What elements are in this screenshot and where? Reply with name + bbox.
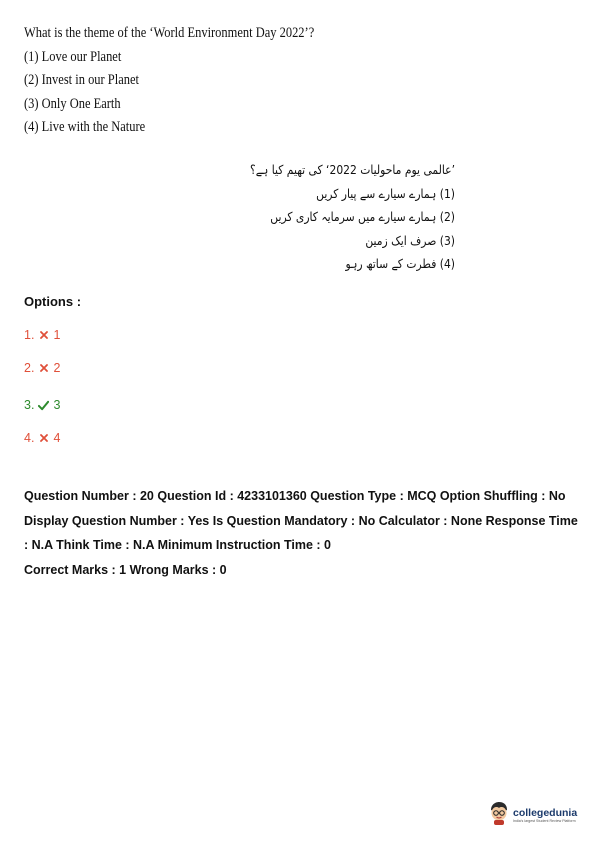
option-number: 4. [24, 431, 35, 445]
options-heading: Options : [24, 294, 82, 309]
cross-icon [38, 363, 49, 374]
option-1 [24, 328, 60, 342]
mascot-icon [488, 801, 510, 830]
marks-line: Correct Marks : 1 Wrong Marks : 0 [24, 563, 227, 577]
option-2 [24, 361, 60, 375]
option-number: 1. [24, 328, 35, 342]
question-choice: (1) Love our Planet [24, 48, 122, 65]
option-value: 4 [53, 431, 61, 445]
option-value: 2 [53, 361, 61, 375]
question-stem-urdu: ’عالمی یوم ماحولیات 2022‘ کی تھیم کیا ہے؟ [250, 162, 455, 177]
question-stem: What is the theme of the ‘World Environment Day 2022’? [24, 25, 315, 41]
check-icon [38, 400, 49, 411]
marks-info [24, 558, 579, 583]
question-english [24, 22, 344, 140]
option-3 [24, 398, 60, 412]
meta-line: Question Number : 20 Question Id : 4233101360 Question Type : MCQ Option Shuffling : No [24, 489, 566, 503]
question-choice-urdu: (3) صرف ایک زمین [365, 232, 455, 248]
question-choice: (4) Live with the Nature [24, 119, 146, 135]
meta-line: : N.A Think Time : N.A Minimum Instruction Time : 0 [24, 538, 331, 552]
logo-tagline: India's largest Student Review Platform [513, 819, 576, 823]
question-meta [24, 484, 579, 558]
collegedunia-logo [488, 801, 577, 830]
cross-icon [38, 330, 49, 341]
logo-name: collegedunia [513, 807, 578, 819]
option-number: 2. [24, 361, 35, 375]
question-choice-urdu: (2) ہمارے سیارے میں سرمایہ کاری کریں [270, 209, 455, 224]
meta-line: Display Question Number : Yes Is Question Mandatory : No Calculator : None Response Time [24, 513, 578, 528]
question-choice-urdu: (4) فطرت کے ساتھ رہو [345, 256, 455, 271]
option-4 [24, 431, 60, 445]
option-value: 1 [53, 328, 61, 342]
option-value: 3 [53, 398, 61, 412]
cross-icon [38, 433, 49, 444]
question-choice: (2) Invest in our Planet [24, 72, 139, 88]
question-urdu [195, 158, 455, 276]
question-choice: (3) Only One Earth [24, 95, 121, 112]
logo-text [513, 807, 577, 824]
option-number: 3. [24, 398, 35, 412]
question-choice-urdu: (1) ہمارے سیارے سے پیار کریں [316, 185, 455, 201]
